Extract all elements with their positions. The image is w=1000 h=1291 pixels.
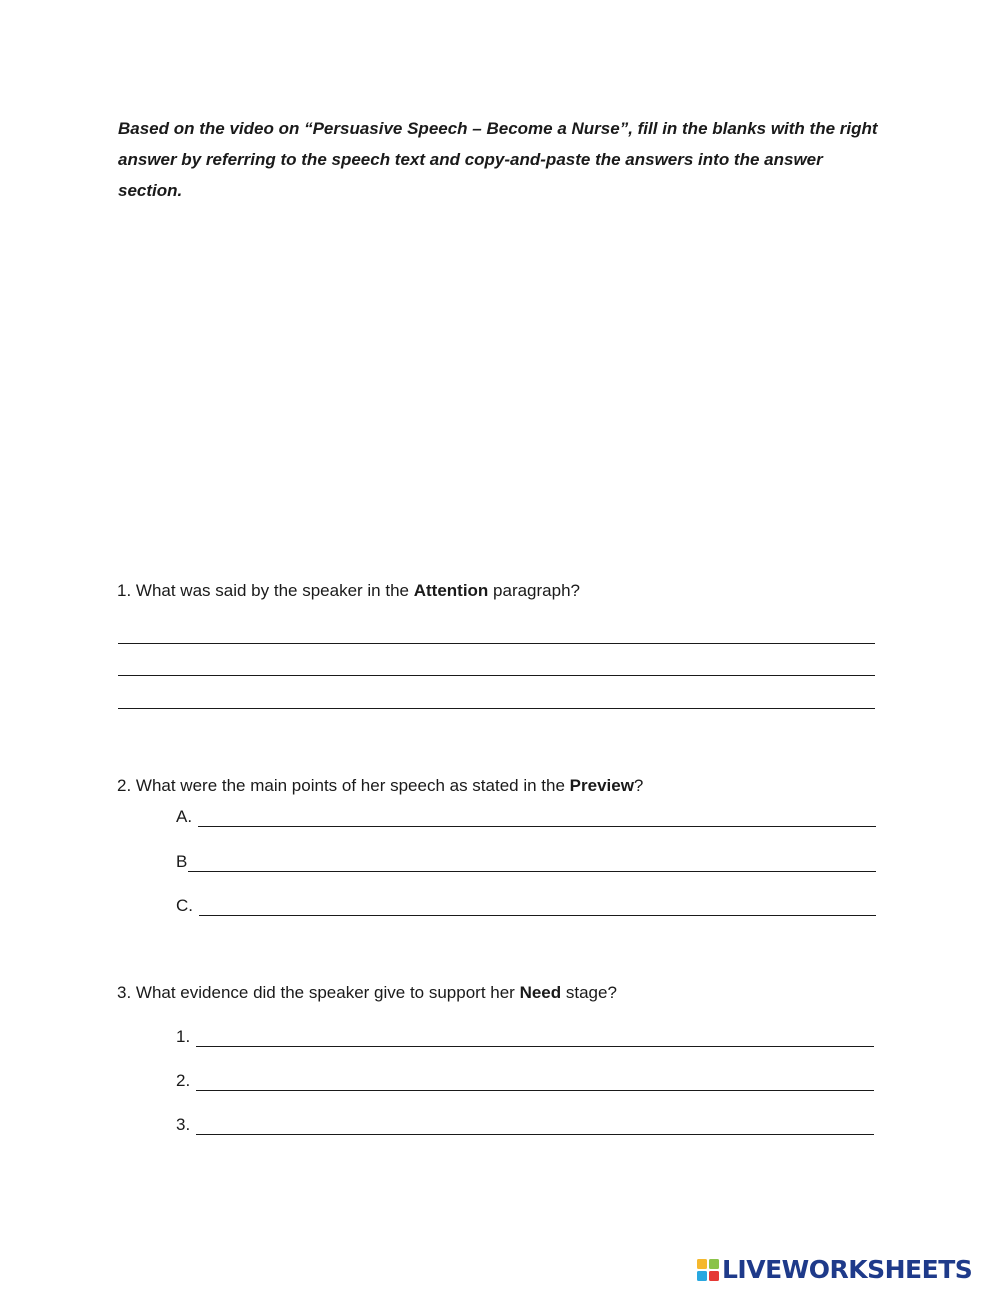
answer-label: A. xyxy=(176,807,193,826)
logo-text: LIVEWORKSHEETS xyxy=(722,1255,973,1284)
answer-label: B xyxy=(176,852,188,871)
answer-label: 1. xyxy=(176,1027,191,1046)
answer-2b-blank[interactable] xyxy=(188,853,876,872)
question-1-keyword: Attention xyxy=(413,581,489,600)
answer-2b-row xyxy=(176,850,876,872)
answer-3-3-blank[interactable] xyxy=(196,1116,874,1135)
answer-3-2-row xyxy=(176,1069,874,1091)
answer-2c-blank[interactable] xyxy=(199,897,876,916)
answer-2a-blank[interactable] xyxy=(198,808,876,827)
answer-1-line-1[interactable] xyxy=(118,643,875,644)
answer-2c-row xyxy=(176,894,876,916)
answer-label: C. xyxy=(176,896,193,915)
question-1: 1. What was said by the speaker in the Attention paragraph? xyxy=(117,581,580,600)
answer-label: 3. xyxy=(176,1115,191,1134)
liveworksheets-logo[interactable] xyxy=(697,1255,972,1284)
answer-3-2-blank[interactable] xyxy=(196,1072,874,1091)
answer-2a-row xyxy=(176,805,876,827)
answer-label: 2. xyxy=(176,1071,191,1090)
instructions: Based on the video on “Persuasive Speech – Become a Nurse”, fill in the blanks with the right answer by referring to the speech text and copy-and-paste the answers into the answer section. xyxy=(118,119,878,200)
answer-1-line-3[interactable] xyxy=(118,708,875,709)
question-3-keyword: Need xyxy=(519,983,562,1002)
question-2-keyword: Preview xyxy=(569,776,634,795)
question-3: 3. What evidence did the speaker give to support her Need stage? xyxy=(117,983,617,1002)
answer-3-1-blank[interactable] xyxy=(196,1028,874,1047)
liveworksheets-logo-icon xyxy=(697,1259,719,1281)
answer-3-3-row xyxy=(176,1113,874,1135)
answer-3-1-row xyxy=(176,1025,874,1047)
question-2: 2. What were the main points of her speech as stated in the Preview? xyxy=(117,776,644,795)
answer-1-line-2[interactable] xyxy=(118,675,875,676)
